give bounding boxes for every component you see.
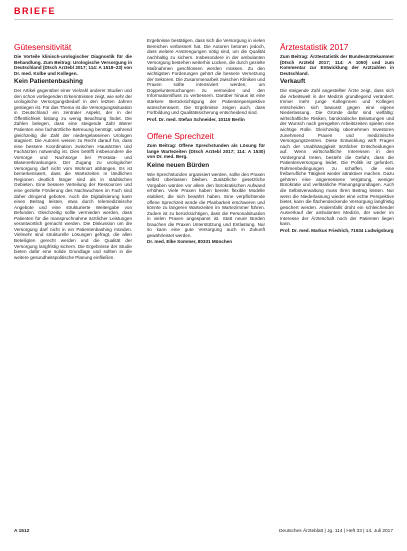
article-heading: Ärztestatistik 2017 xyxy=(280,42,349,52)
letter-signature: Prof. Dr. med. Markus Friedrich, 71634 Ludwigsburg xyxy=(280,227,394,233)
publication-info: Deutsches Ärzteblatt | Jg. 114 | Heft 33 | 14. Juli 2017 xyxy=(278,529,393,534)
letter-body: Wie Sprechstunden organisiert werden, sollte den Praxen selbst überlassen bleiben. Zusätzliche gesetzliche Vorgaben würden vor allem den bürokratischen Aufwand erhöhen. Viele Praxen haben bereits flexible Modelle etabliert, die sich bewährt haben. Eine verpflichtende offene Sprechzeit würde die Planbarkeit erschweren und könnte zu längeren Wartezeiten im Wartezimmer führen. Zudem ist zu berücksichtigen, dass die Personalsituation in vielen Praxen angespannt ist. Statt neuer Bürden brauchen die Praxen Unterstützung und Entlastung. Nur so kann eine gute Versorgung auch in Zukunft gewährleistet werden. xyxy=(147,171,265,238)
header-bar xyxy=(0,0,407,26)
page-footer xyxy=(14,529,393,541)
article-heading: Offene Sprechzeit xyxy=(147,131,214,142)
section-label: BRIEFE xyxy=(14,6,57,16)
letter-body-continued: Ergebnisse bestätigen, dass sich die Versorgung in vielen Bereichen verbessert hat. Die Autoren betonen jedoch, dass weitere Anstrengungen nötig sind, um die Qualität nachhaltig zu sichern. Insbesondere in der ambulanten Versorgung bestehen weiterhin Lücken, die durch gezielte Maßnahmen geschlossen werden müssen. Zu den wichtigsten Forderungen gehört die bessere Vernetzung der Sektoren. Die Zusammenarbeit zwischen Kliniken und Praxen sollte intensiviert werden, um Doppeluntersuchungen zu vermeiden und den Informationsfluss zu verbessern. Darüber hinaus ist eine stärkere Berücksichtigung der Patientenperspektive wünschenswert. Die Ergebnisse zeigen auch, dass Fortbildung und Qualitätssicherung entscheidend sind. xyxy=(147,38,265,116)
header-rule xyxy=(14,19,393,20)
letter-subheading: Kein Patientenbashing xyxy=(14,78,83,86)
letter-body: Der Artikel gegenüber einer Vielzahl anderer Studien und den schon vorliegenden Erkenntnissen zeigt, wie sehr der urologische Versorgungsbedarf in den letzten Jahren gestiegen ist. Für das Thema ist die Versorgungssituation in Deutschland ein zentraler Aspekt, der in der Öffentlichkeit bislang zu wenig Beachtung findet. Die Zahlen belegen, dass eine steigende Zahl älterer Patienten eine fachärztliche Betreuung benötigt, während gleichzeitig die Zahl der niedergelassenen Urologen stagniert. Die Autoren weisen zu Recht darauf hin, dass eine bessere Koordination zwischen Hausärzten und Fachärzten notwendig ist. Dies betrifft insbesondere die Vorsorge und Nachsorge bei Prostata- und Blasenerkrankungen. Der Zugang zu urologischer Versorgung darf nicht vom Wohnort abhängen. Es ist bemerkenswert, dass die Wartezeiten in ländlichen Regionen deutlich länger sind als in städtischen Gebieten. Eine bessere Verteilung der Ressourcen und eine gezielte Förderung des Nachwuchses im Fach sind daher dringend geboten. Auch die Digitalisierung kann einen Beitrag leisten, etwa durch telemedizinische Angebote und eine strukturierte Weitergabe von Befunden. Gleichzeitig sollte vermieden werden, dass Patienten für die Inanspruchnahme ärztlicher Leistungen verantwortlich gemacht werden. Die Diskussion um die Versorgung darf nicht in ein Patientenbashing münden. Vielmehr sind strukturelle Lösungen gefragt, die allen Beteiligten gerecht werden und die Qualität der Versorgung langfristig sichern. Die Ergebnisse der Studie bieten dafür eine solide Grundlage und sollten in die weitere gesundheitspolitische Planung einfließen. xyxy=(14,88,132,260)
letter-signature: Dr. med. Elke Sommer, 80331 München xyxy=(147,239,233,245)
column-left xyxy=(14,42,132,260)
article-lead: Die Vorteile klinisch-urologischer Diagnostik für die Behandlung. Zum Beitrag: Urologische Versorgung in Deutschland (Dtsch Arztebl 2017; 114: A 1518–23) von Dr. med. Kolbe und Kollegen. xyxy=(14,54,132,76)
article-lead: Zum Beitrag: Offene Sprechstunden als Lösung für lange Wartezeiten (Dtsch Arztebl 2017; 114: A 1530) von Dr. med. Berg. xyxy=(147,143,265,160)
letter-subheading: Verkauft xyxy=(280,78,306,86)
article-lead: Zum Beitrag: Ärztestatistik der Bundesärztekammer (Dtsch Arztebl 2017; 114: A 1050) und zum Kommentar zur Entwicklung der Arztzahlen in Deutschland. xyxy=(280,54,394,76)
column-right xyxy=(280,42,394,242)
article-heading: Gütesensitivität xyxy=(14,42,72,52)
letter-subheading: Keine neuen Bürden xyxy=(147,161,210,169)
page-number: A 1512 xyxy=(14,529,30,534)
letter-signature: Prof. Dr. med. Stefan Schneider, 10115 Berlin xyxy=(147,116,245,122)
letter-body: Die steigende Zahl angestellter Ärzte zeigt, dass sich die Arbeitswelt in der Medizin grundlegend verändert. Immer mehr junge Kolleginnen und Kollegen entscheiden sich bewusst gegen eine eigene Niederlassung. Die Gründe dafür sind vielfältig: wirtschaftliche Risiken, bürokratische Belastungen und der Wunsch nach geregelten Arbeitszeiten spielen eine wichtige Rolle. Gleichzeitig übernehmen Investoren zunehmend Praxen und medizinische Versorgungszentren. Diese Entwicklung wirft Fragen nach der Unabhängigkeit ärztlicher Entscheidungen auf. Wenn wirtschaftliche Interessen in den Vordergrund treten, besteht die Gefahr, dass die Patientenversorgung leidet. Die Politik ist gefordert, Rahmenbedingungen zu schaffen, die eine freiberufliche Tätigkeit wieder attraktiver machen. Dazu gehören eine angemessene Vergütung, weniger Bürokratie und verlässliche Planungsgrundlagen. Auch die Selbstverwaltung muss ihren Beitrag leisten. Nur wenn die Niederlassung wieder eine echte Perspektive bietet, kann die flächendeckende Versorgung langfristig gesichert werden. Andernfalls droht ein schleichender Ausverkauf der ambulanten Medizin, der weder im Interesse der Ärzteschaft noch der Patienten liegen kann. xyxy=(280,88,394,227)
column-middle xyxy=(147,38,265,254)
